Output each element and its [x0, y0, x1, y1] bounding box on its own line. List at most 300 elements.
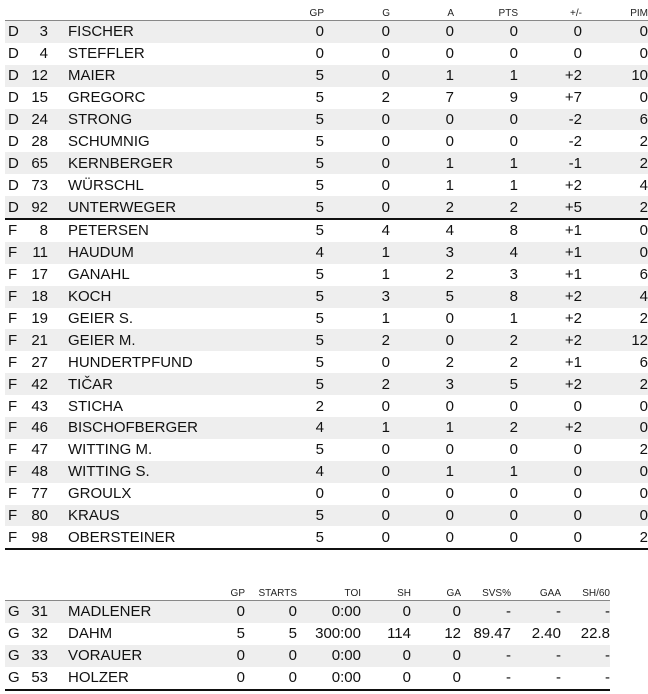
stat-plus-minus: +1	[518, 264, 582, 286]
stat-gp: 5	[238, 196, 324, 219]
stat-plus-minus: 0	[518, 505, 582, 527]
header-num	[25, 0, 48, 21]
position: D	[5, 109, 25, 131]
stat-gp: 5	[238, 219, 324, 242]
stat-sh: 0	[361, 601, 411, 623]
player-name: GEIER M.	[48, 329, 238, 351]
stat-gp: 5	[238, 329, 324, 351]
position: D	[5, 21, 25, 43]
jersey-number: 46	[25, 417, 48, 439]
skater-row	[5, 351, 648, 373]
stat-pts: 4	[454, 242, 518, 264]
stat-a: 2	[390, 351, 454, 373]
stat-plus-minus: 0	[518, 526, 582, 549]
stat-pim: 0	[582, 505, 648, 527]
player-name: STRONG	[48, 109, 238, 131]
stat-pts: 2	[454, 351, 518, 373]
stat-g: 0	[324, 130, 390, 152]
stat-pim: 0	[582, 219, 648, 242]
stat-pts: 0	[454, 439, 518, 461]
stat-sh60: 22.8	[561, 623, 610, 645]
header-toi: TOI	[344, 588, 361, 599]
stat-toi: 0:00	[297, 667, 361, 690]
stat-pts: 1	[454, 461, 518, 483]
stat-a: 0	[390, 308, 454, 330]
skater-row	[5, 174, 648, 196]
jersey-number: 21	[25, 329, 48, 351]
stat-plus-minus: +2	[518, 286, 582, 308]
stat-pts: 0	[454, 130, 518, 152]
stat-pim: 12	[582, 329, 648, 351]
position: F	[5, 329, 25, 351]
header-pts: PTS	[498, 8, 518, 19]
stat-a: 0	[390, 439, 454, 461]
position: F	[5, 505, 25, 527]
header-num	[25, 580, 48, 601]
stat-plus-minus: -2	[518, 109, 582, 131]
stat-gp: 5	[238, 526, 324, 549]
position: G	[5, 645, 25, 667]
stat-a: 0	[390, 130, 454, 152]
stat-pim: 0	[582, 483, 648, 505]
stat-starts: 0	[245, 645, 297, 667]
goalie-row	[5, 667, 610, 690]
stat-pim: 0	[582, 21, 648, 43]
stat-g: 4	[324, 219, 390, 242]
header-name	[48, 0, 238, 21]
jersey-number: 92	[25, 196, 48, 219]
header-sh60: SH/60	[582, 588, 610, 599]
stat-pts: 8	[454, 286, 518, 308]
jersey-number: 12	[25, 65, 48, 87]
stat-sh60: -	[561, 601, 610, 623]
stat-pts: 0	[454, 526, 518, 549]
jersey-number: 77	[25, 483, 48, 505]
position: F	[5, 417, 25, 439]
player-name: SCHUMNIG	[48, 130, 238, 152]
header-pim: PIM	[630, 8, 648, 19]
skater-row	[5, 65, 648, 87]
stat-gp: 5	[238, 308, 324, 330]
player-name: KOCH	[48, 286, 238, 308]
skater-row	[5, 329, 648, 351]
skater-row	[5, 505, 648, 527]
stat-svs-pct: -	[461, 645, 511, 667]
goalie-row	[5, 645, 610, 667]
stat-starts: 0	[245, 601, 297, 623]
stat-a: 1	[390, 417, 454, 439]
stat-gaa: -	[511, 667, 561, 690]
stat-pim: 6	[582, 264, 648, 286]
position: F	[5, 351, 25, 373]
position: G	[5, 667, 25, 690]
stat-ga: 12	[411, 623, 461, 645]
jersey-number: 47	[25, 439, 48, 461]
position: F	[5, 264, 25, 286]
jersey-number: 4	[25, 43, 48, 65]
stat-plus-minus: 0	[518, 395, 582, 417]
goalie-name: DAHM	[48, 623, 203, 645]
stat-a: 1	[390, 152, 454, 174]
stat-a: 4	[390, 219, 454, 242]
stat-pim: 0	[582, 417, 648, 439]
stat-pim: 4	[582, 286, 648, 308]
skater-row	[5, 395, 648, 417]
stat-sh: 0	[361, 645, 411, 667]
stat-gp: 4	[238, 461, 324, 483]
stat-pts: 1	[454, 152, 518, 174]
position: G	[5, 601, 25, 623]
jersey-number: 53	[25, 667, 48, 690]
stat-a: 1	[390, 461, 454, 483]
stat-pts: 1	[454, 308, 518, 330]
stat-g: 0	[324, 196, 390, 219]
stat-a: 0	[390, 43, 454, 65]
skater-row	[5, 308, 648, 330]
header-starts: STARTS	[258, 588, 297, 599]
skaters-header-row	[5, 0, 648, 21]
stat-gp: 5	[238, 174, 324, 196]
stat-plus-minus: +2	[518, 373, 582, 395]
stat-gp: 5	[238, 130, 324, 152]
position: F	[5, 219, 25, 242]
stat-a: 0	[390, 109, 454, 131]
stat-a: 2	[390, 264, 454, 286]
stat-pim: 2	[582, 308, 648, 330]
stat-g: 0	[324, 461, 390, 483]
stat-pim: 2	[582, 196, 648, 219]
stat-sh60: -	[561, 645, 610, 667]
stat-ga: 0	[411, 645, 461, 667]
stat-pts: 2	[454, 417, 518, 439]
header-g: G	[382, 8, 390, 19]
player-name: PETERSEN	[48, 219, 238, 242]
stat-pim: 0	[582, 87, 648, 109]
skater-row	[5, 152, 648, 174]
stat-gaa: -	[511, 645, 561, 667]
player-name: STICHA	[48, 395, 238, 417]
jersey-number: 19	[25, 308, 48, 330]
stat-g: 0	[324, 351, 390, 373]
stat-gp: 0	[203, 645, 245, 667]
player-name: BISCHOFBERGER	[48, 417, 238, 439]
skater-row	[5, 242, 648, 264]
stat-gaa: -	[511, 601, 561, 623]
jersey-number: 31	[25, 601, 48, 623]
header-sh: SH	[397, 588, 411, 599]
stat-g: 1	[324, 264, 390, 286]
player-name: UNTERWEGER	[48, 196, 238, 219]
stat-pts: 5	[454, 373, 518, 395]
stat-pim: 2	[582, 526, 648, 549]
skater-row	[5, 87, 648, 109]
stat-gp: 0	[238, 483, 324, 505]
stat-g: 0	[324, 109, 390, 131]
player-name: GANAHL	[48, 264, 238, 286]
player-name: KRAUS	[48, 505, 238, 527]
goalies-header-row	[5, 580, 610, 601]
jersey-number: 3	[25, 21, 48, 43]
stat-pim: 6	[582, 351, 648, 373]
header-gaa: GAA	[539, 588, 561, 599]
stat-g: 1	[324, 417, 390, 439]
player-name: GROULX	[48, 483, 238, 505]
skater-row	[5, 483, 648, 505]
header-pos	[5, 0, 25, 21]
player-name: GREGORC	[48, 87, 238, 109]
stat-pts: 0	[454, 109, 518, 131]
stat-gp: 0	[203, 667, 245, 690]
stat-plus-minus: +7	[518, 87, 582, 109]
position: F	[5, 461, 25, 483]
stat-svs-pct: -	[461, 601, 511, 623]
stat-g: 3	[324, 286, 390, 308]
player-name: WITTING M.	[48, 439, 238, 461]
player-name: GEIER S.	[48, 308, 238, 330]
stat-gp: 5	[238, 439, 324, 461]
header-plus-minus: +/-	[570, 8, 582, 19]
player-name: TIČAR	[48, 373, 238, 395]
goalie-row	[5, 623, 610, 645]
stat-gp: 4	[238, 242, 324, 264]
stat-plus-minus: -1	[518, 152, 582, 174]
stat-g: 1	[324, 242, 390, 264]
stat-g: 1	[324, 308, 390, 330]
stat-a: 7	[390, 87, 454, 109]
stat-g: 2	[324, 329, 390, 351]
goalie-name: MADLENER	[48, 601, 203, 623]
stat-pim: 2	[582, 439, 648, 461]
stat-plus-minus: +2	[518, 417, 582, 439]
skater-row	[5, 373, 648, 395]
stat-sh: 0	[361, 667, 411, 690]
position: F	[5, 526, 25, 549]
position: F	[5, 373, 25, 395]
stat-g: 2	[324, 373, 390, 395]
stat-g: 0	[324, 505, 390, 527]
stat-gp: 5	[238, 264, 324, 286]
stat-starts: 5	[245, 623, 297, 645]
stat-plus-minus: +5	[518, 196, 582, 219]
stat-pim: 2	[582, 373, 648, 395]
stat-ga: 0	[411, 601, 461, 623]
stat-plus-minus: +2	[518, 308, 582, 330]
stat-gaa: 2.40	[511, 623, 561, 645]
position: F	[5, 286, 25, 308]
stat-starts: 0	[245, 667, 297, 690]
skater-row	[5, 21, 648, 43]
stat-gp: 5	[238, 152, 324, 174]
position: G	[5, 623, 25, 645]
player-name: MAIER	[48, 65, 238, 87]
jersey-number: 80	[25, 505, 48, 527]
stat-pim: 0	[582, 43, 648, 65]
position: D	[5, 196, 25, 219]
stat-gp: 4	[238, 417, 324, 439]
player-name: OBERSTEINER	[48, 526, 238, 549]
stat-a: 3	[390, 242, 454, 264]
stat-pts: 0	[454, 395, 518, 417]
position: D	[5, 152, 25, 174]
skater-row	[5, 526, 648, 549]
player-name: FISCHER	[48, 21, 238, 43]
header-ga: GA	[446, 588, 461, 599]
stat-gp: 5	[203, 623, 245, 645]
skater-row	[5, 286, 648, 308]
stat-plus-minus: 0	[518, 483, 582, 505]
jersey-number: 65	[25, 152, 48, 174]
goalies-table	[5, 580, 610, 691]
position: F	[5, 308, 25, 330]
stat-pim: 2	[582, 130, 648, 152]
skater-row	[5, 439, 648, 461]
stat-sh60: -	[561, 667, 610, 690]
goalie-name: VORAUER	[48, 645, 203, 667]
goalie-name: HOLZER	[48, 667, 203, 690]
stat-pim: 6	[582, 109, 648, 131]
stat-gp: 0	[238, 21, 324, 43]
header-pos	[5, 580, 25, 601]
position: D	[5, 130, 25, 152]
stat-pim: 0	[582, 395, 648, 417]
stat-a: 2	[390, 196, 454, 219]
stat-gp: 5	[238, 65, 324, 87]
stat-gp: 5	[238, 373, 324, 395]
jersey-number: 18	[25, 286, 48, 308]
stat-toi: 0:00	[297, 645, 361, 667]
jersey-number: 33	[25, 645, 48, 667]
position: D	[5, 174, 25, 196]
stat-a: 0	[390, 395, 454, 417]
jersey-number: 15	[25, 87, 48, 109]
stat-pts: 2	[454, 329, 518, 351]
stat-plus-minus: -2	[518, 130, 582, 152]
stat-g: 0	[324, 395, 390, 417]
stat-pim: 10	[582, 65, 648, 87]
stat-gp: 2	[238, 395, 324, 417]
skater-row	[5, 196, 648, 219]
stat-g: 2	[324, 87, 390, 109]
stat-gp: 5	[238, 87, 324, 109]
jersey-number: 24	[25, 109, 48, 131]
stat-svs-pct: -	[461, 667, 511, 690]
stat-gp: 5	[238, 505, 324, 527]
skater-row	[5, 461, 648, 483]
jersey-number: 98	[25, 526, 48, 549]
stat-g: 0	[324, 174, 390, 196]
stat-plus-minus: +1	[518, 242, 582, 264]
stat-plus-minus: +1	[518, 219, 582, 242]
stat-pts: 0	[454, 505, 518, 527]
stat-a: 0	[390, 21, 454, 43]
stat-plus-minus: 0	[518, 21, 582, 43]
player-name: HUNDERTPFUND	[48, 351, 238, 373]
stat-pts: 8	[454, 219, 518, 242]
stat-pts: 2	[454, 196, 518, 219]
stat-plus-minus: +2	[518, 65, 582, 87]
stat-gp: 0	[238, 43, 324, 65]
stat-pts: 0	[454, 483, 518, 505]
player-name: HAUDUM	[48, 242, 238, 264]
stat-gp: 5	[238, 351, 324, 373]
skaters-body	[5, 21, 648, 550]
stat-plus-minus: +1	[518, 351, 582, 373]
header-gp: GP	[309, 8, 324, 19]
stat-a: 3	[390, 373, 454, 395]
stat-gp: 5	[238, 286, 324, 308]
stat-a: 0	[390, 526, 454, 549]
goalies-body	[5, 601, 610, 690]
position: F	[5, 439, 25, 461]
jersey-number: 27	[25, 351, 48, 373]
jersey-number: 8	[25, 219, 48, 242]
position: F	[5, 242, 25, 264]
jersey-number: 28	[25, 130, 48, 152]
stat-ga: 0	[411, 667, 461, 690]
stat-plus-minus: 0	[518, 439, 582, 461]
stat-plus-minus: 0	[518, 43, 582, 65]
stat-a: 0	[390, 329, 454, 351]
stat-pim: 2	[582, 152, 648, 174]
stat-a: 5	[390, 286, 454, 308]
stat-pts: 1	[454, 174, 518, 196]
player-name: KERNBERGER	[48, 152, 238, 174]
stat-pim: 4	[582, 174, 648, 196]
stat-pts: 1	[454, 65, 518, 87]
stat-pim: 0	[582, 461, 648, 483]
stat-pim: 0	[582, 242, 648, 264]
stat-g: 0	[324, 65, 390, 87]
stat-plus-minus: +2	[518, 329, 582, 351]
header-name	[48, 580, 203, 601]
stat-plus-minus: 0	[518, 461, 582, 483]
stat-svs-pct: 89.47	[461, 623, 511, 645]
header-a: A	[447, 8, 454, 19]
stat-a: 1	[390, 174, 454, 196]
header-gp: GP	[230, 588, 245, 599]
skater-row	[5, 109, 648, 131]
position: D	[5, 87, 25, 109]
jersey-number: 17	[25, 264, 48, 286]
stat-a: 1	[390, 65, 454, 87]
jersey-number: 73	[25, 174, 48, 196]
jersey-number: 43	[25, 395, 48, 417]
player-name: WÜRSCHL	[48, 174, 238, 196]
stat-toi: 300:00	[297, 623, 361, 645]
goalie-row	[5, 601, 610, 623]
skater-row	[5, 130, 648, 152]
position: D	[5, 43, 25, 65]
skater-row	[5, 219, 648, 242]
stat-toi: 0:00	[297, 601, 361, 623]
stat-pts: 0	[454, 21, 518, 43]
stat-g: 0	[324, 152, 390, 174]
player-name: STEFFLER	[48, 43, 238, 65]
stat-g: 0	[324, 439, 390, 461]
stat-gp: 0	[203, 601, 245, 623]
jersey-number: 48	[25, 461, 48, 483]
position: D	[5, 65, 25, 87]
stat-sh: 114	[361, 623, 411, 645]
stat-gp: 5	[238, 109, 324, 131]
stat-pts: 0	[454, 43, 518, 65]
stat-g: 0	[324, 526, 390, 549]
stat-g: 0	[324, 43, 390, 65]
stat-pts: 3	[454, 264, 518, 286]
player-name: WITTING S.	[48, 461, 238, 483]
jersey-number: 11	[25, 242, 48, 264]
skaters-table	[5, 0, 648, 550]
